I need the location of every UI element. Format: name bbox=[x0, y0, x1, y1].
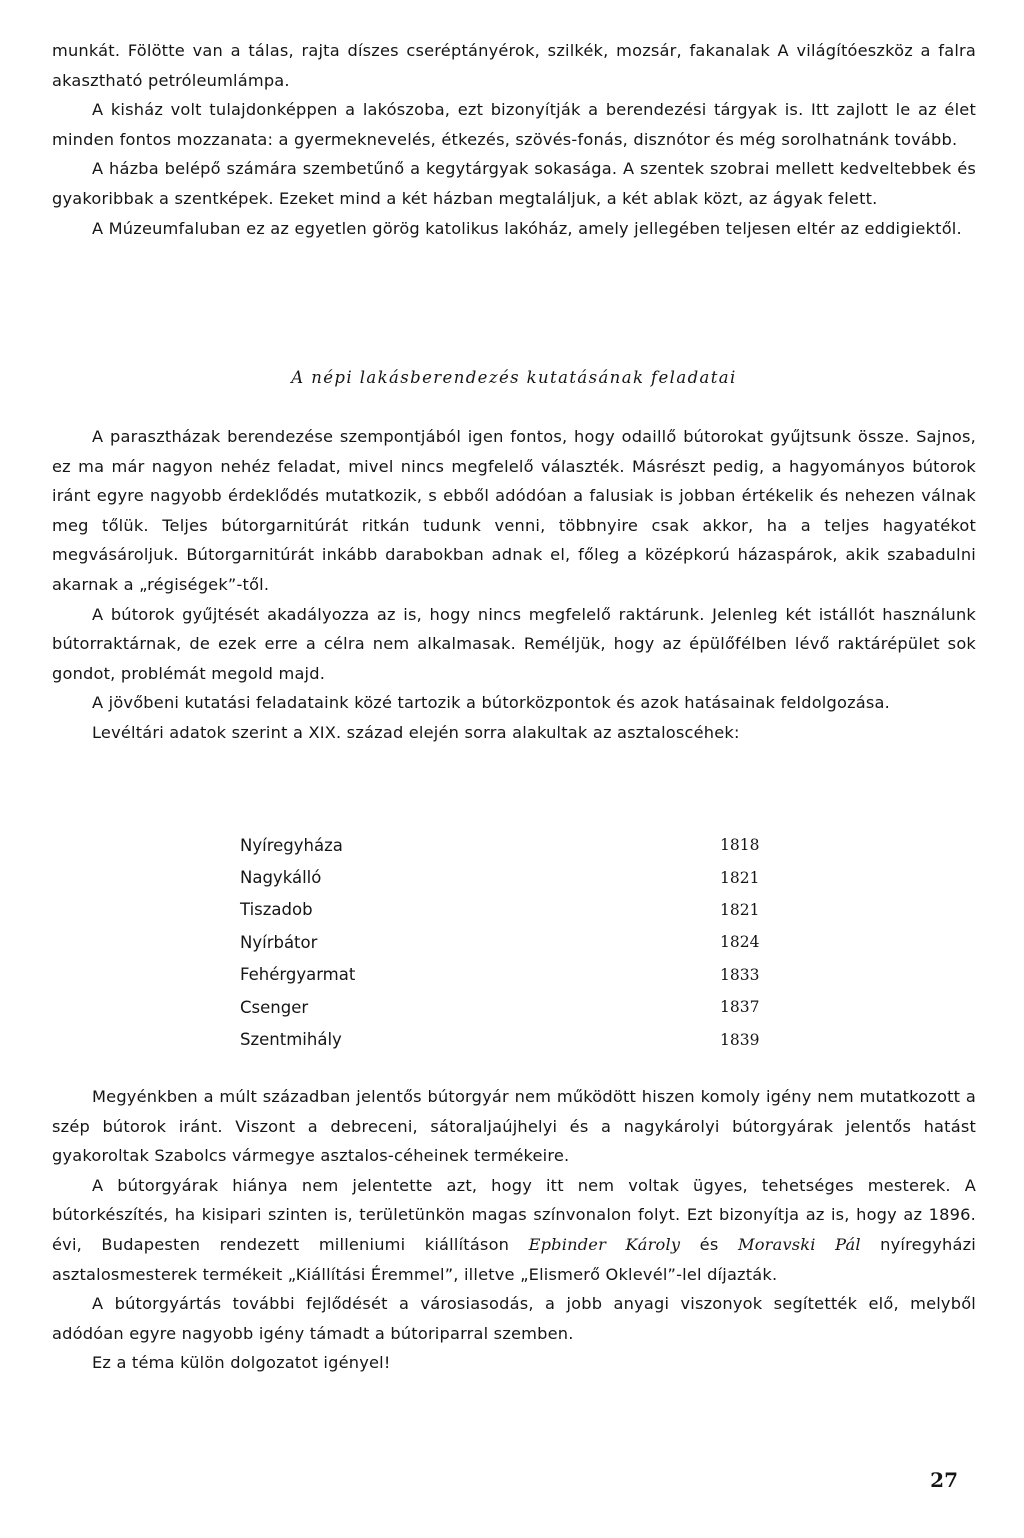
guild-towns-table bbox=[240, 829, 780, 1056]
town-name: Nyíregyháza bbox=[240, 835, 343, 855]
paragraph: A Múzeumfaluban ez az egyetlen görög katolikus lakóház, amely jellegében teljesen eltér az eddigiektől. bbox=[92, 218, 962, 238]
town-name: Fehérgyarmat bbox=[240, 965, 356, 985]
town-name: Csenger bbox=[240, 997, 309, 1017]
founding-year: 1837 bbox=[720, 998, 760, 1017]
town-name: Nyírbátor bbox=[240, 932, 318, 952]
paragraph: A házba belépő számára szembetűnő a kegytárgyak sokasága. A szentek szobrai mellett kedveltebbek és gyakoribbak a szentképek. Ezeket mind a két házban megtaláljuk, a két ablak közt, az ágyak felett. bbox=[52, 159, 976, 208]
founding-year: 1839 bbox=[720, 1030, 760, 1049]
paragraph: A bútorgyártás további fejlődését a városiasodás, a jobb anyagi viszonyok segítették elő, melyből adódóan egyre nagyobb igény támadt a bútoriparral szemben. bbox=[52, 1294, 976, 1343]
table-row bbox=[240, 829, 780, 861]
person-name: Epbinder Károly bbox=[528, 1234, 681, 1254]
section-heading: A népi lakásberendezés kutatásának feladatai bbox=[291, 368, 737, 387]
table-row bbox=[240, 991, 780, 1023]
page-number: 27 bbox=[930, 1468, 958, 1492]
town-name: Tiszadob bbox=[240, 900, 313, 920]
table-row bbox=[240, 894, 780, 926]
founding-year: 1821 bbox=[720, 868, 760, 887]
text-block-bottom bbox=[52, 1082, 976, 1378]
table-row bbox=[240, 861, 780, 893]
paragraph-text: nyíregyházi asztalosmesterek termékeit „Kiállítási Éremmel”, illetve „Elismerő Oklevél”-lel díjazták. bbox=[52, 1234, 977, 1284]
paragraph: A bútorok gyűjtését akadályozza az is, hogy nincs megfelelő raktárunk. Jelenleg két istállót használunk bútorraktárnak, de ezek erre a célra nem alkalmasak. Reméljük, hogy az épülőfélben lévő raktárépület sok gondot, problémát megold majd. bbox=[52, 604, 976, 683]
paragraph: Levéltári adatok szerint a XIX. század elején sorra alakultak az asztaloscéhek: bbox=[92, 722, 740, 742]
paragraph-text: és bbox=[680, 1234, 738, 1254]
town-name: Szentmihály bbox=[240, 1030, 342, 1050]
text-block-middle bbox=[52, 422, 976, 748]
person-name: Moravski Pál bbox=[737, 1234, 861, 1254]
founding-year: 1824 bbox=[720, 933, 760, 952]
paragraph: A kisház volt tulajdonképpen a lakószoba, ezt bizonyítják a berendezési tárgyak is. Itt zajlott le az élet minden fontos mozzanata: a gyermeknevelés, étkezés, szövés-fonás, disznótor és még sorolhatnánk tovább. bbox=[52, 100, 976, 149]
founding-year: 1821 bbox=[720, 900, 760, 919]
paragraph: Megyénkben a múlt században jelentős bútorgyár nem működött hiszen komoly igény nem mutatkozott a szép bútorok iránt. Viszont a debreceni, sátoraljaújhelyi és a nagykárolyi bútorgyárak jelentős hatást gyakoroltak Szabolcs vármegye asztalos-céheinek termékeire. bbox=[52, 1087, 976, 1166]
table-row bbox=[240, 926, 780, 958]
paragraph: A jövőbeni kutatási feladataink közé tartozik a bútorközpontok és azok hatásainak feldolgozása. bbox=[92, 693, 890, 713]
paragraph bbox=[52, 1171, 976, 1289]
text-block-top bbox=[52, 36, 976, 243]
table-row bbox=[240, 959, 780, 991]
table-row bbox=[240, 1023, 780, 1055]
founding-year: 1818 bbox=[720, 836, 760, 855]
paragraph: Ez a téma külön dolgozatot igényel! bbox=[92, 1353, 391, 1373]
founding-year: 1833 bbox=[720, 965, 760, 984]
paragraph: munkát. Fölötte van a tálas, rajta díszes cseréptányérok, szilkék, mozsár, fakanalak A világítóeszköz a falra akasztható petróleumlámpa. bbox=[52, 41, 976, 90]
paragraph-text: A bútorgyárak hiánya nem jelentette azt, hogy itt nem voltak ügyes, tehetséges mesterek. A bútorkészítés, ha kisipari szinten is, területünkön magas színvonalon folyt. Ezt bizonyítja az is, hogy az 1896. évi, Budapesten rendezett milleniumi kiállításon bbox=[52, 1175, 976, 1254]
paragraph: A parasztházak berendezése szempontjából igen fontos, hogy odaillő bútorokat gyűjtsunk össze. Sajnos, ez ma már nagyon nehéz feladat, mivel nincs megfelelő választék. Másrészt pedig, a hagyományos bútorok iránt egyre nagyobb érdeklődés mutatkozik, s ebből adódóan a falusiak is jobban értékelik és nehezen válnak meg tőlük. Teljes bútorgarnitúrát ritkán tudunk venni, többnyire csak akkor, ha a teljes hagyatékot megvásároljuk. Bútorgarnitúrát inkább darabokban adnak el, főleg a középkorú házaspárok, akik szabadulni akarnak a „régiségek”-től. bbox=[52, 427, 976, 594]
town-name: Nagykálló bbox=[240, 868, 322, 888]
